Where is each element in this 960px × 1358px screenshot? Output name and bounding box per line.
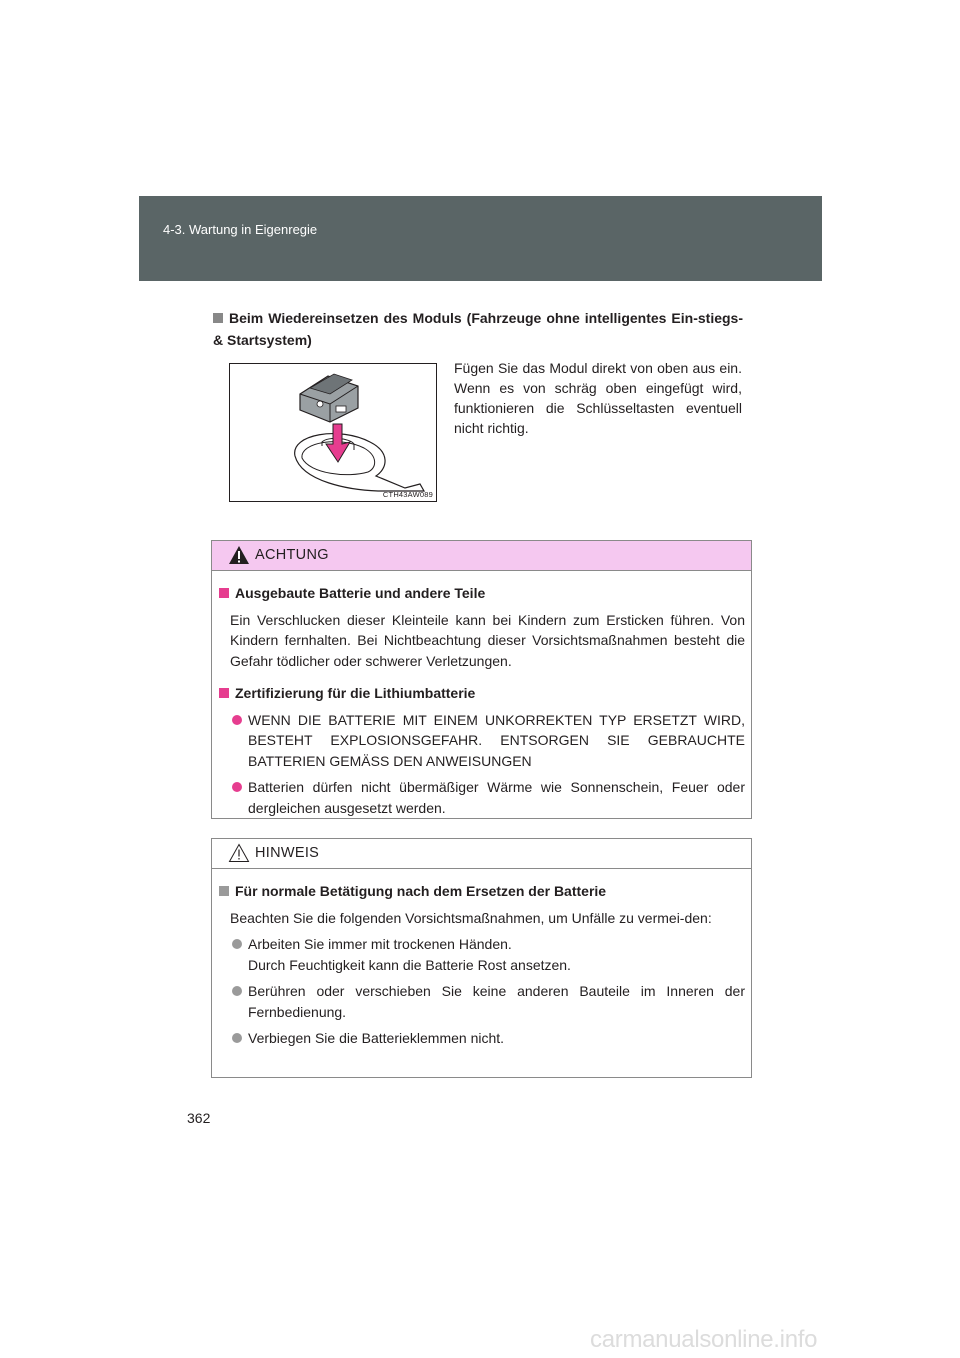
- round-bullet-icon: [232, 986, 242, 996]
- hinweis-intro: Beachten Sie die folgenden Vorsichtsmaßnahmen, um Unfälle zu vermei-den:: [230, 909, 712, 926]
- achtung-item-text: Ein Verschlucken dieser Kleinteile kann bei Kindern zum Ersticken führen. Von Kindern fernhalten. Bei Nichtbeachtung dieser Vorsichtsmaßnahmen besteht die Gefahr tödlicher oder schwerer Verletzungen.: [230, 611, 745, 669]
- hinweis-body: [212, 881, 751, 1049]
- section-header-bar: [139, 196, 822, 281]
- figure-description: Fügen Sie das Modul direkt von oben aus ein. Wenn es von schräg oben eingefügt wird, funktionieren die Schlüsseltasten eventuell nicht richtig.: [454, 360, 742, 436]
- section-heading-text: Beim Wiedereinsetzen des Moduls (Fahrzeuge ohne intelligentes Ein-stiegs- & Startsystem): [213, 310, 743, 348]
- achtung-body: [212, 583, 751, 818]
- list-item: Berühren oder verschieben Sie keine anderen Bauteile im Inneren der Fernbedienung.: [219, 981, 745, 1022]
- key-module-drawing: [230, 364, 436, 501]
- achtung-item-heading: Zertifizierung für die Lithiumbatterie: [219, 683, 745, 704]
- round-bullet-icon: [232, 715, 242, 725]
- list-item: Arbeiten Sie immer mit trockenen Händen. Durch Feuchtigkeit kann die Batterie Rost ansetzen.: [219, 934, 745, 975]
- list-item: Verbiegen Sie die Batterieklemmen nicht.: [219, 1028, 745, 1049]
- hinweis-box: [211, 838, 752, 1078]
- figure-code: CTH43AW089: [382, 490, 433, 499]
- hinweis-title: HINWEIS: [255, 845, 320, 861]
- square-bullet-icon: [219, 688, 229, 698]
- page-number: 362: [187, 1110, 211, 1126]
- square-bullet-icon: [213, 313, 223, 323]
- square-bullet-icon: [219, 886, 229, 896]
- warning-triangle-outline-icon: [228, 843, 250, 868]
- warning-triangle-filled-icon: [228, 545, 250, 570]
- hinweis-heading: Für normale Betätigung nach dem Ersetzen der Batterie: [219, 881, 745, 902]
- achtung-item-heading: Ausgebaute Batterie und andere Teile: [219, 583, 745, 604]
- square-bullet-icon: [219, 588, 229, 598]
- achtung-title: ACHTUNG: [255, 547, 329, 563]
- round-bullet-icon: [232, 782, 242, 792]
- section-title: 4-3. Wartung in Eigenregie: [163, 222, 318, 237]
- list-item: Batterien dürfen nicht übermäßiger Wärme wie Sonnenschein, Feuer oder dergleichen ausgesetzt werden.: [219, 777, 745, 818]
- achtung-box: [211, 540, 752, 819]
- round-bullet-icon: [232, 1033, 242, 1043]
- list-item: WENN DIE BATTERIE MIT EINEM UNKORREKTEN TYP ERSETZT WIRD, BESTEHT EXPLOSIONSGEFAHR. ENTSORGEN SIE GEBRAUCHTE BATTERIEN GEMÄSS DEN ANWEISUNGEN: [219, 710, 745, 772]
- key-module-illustration: [229, 363, 437, 502]
- round-bullet-icon: [232, 939, 242, 949]
- achtung-header: [212, 541, 751, 571]
- watermark: carmanualsonline.info: [590, 1326, 818, 1353]
- hinweis-header: [212, 839, 751, 869]
- section-heading: [213, 307, 743, 351]
